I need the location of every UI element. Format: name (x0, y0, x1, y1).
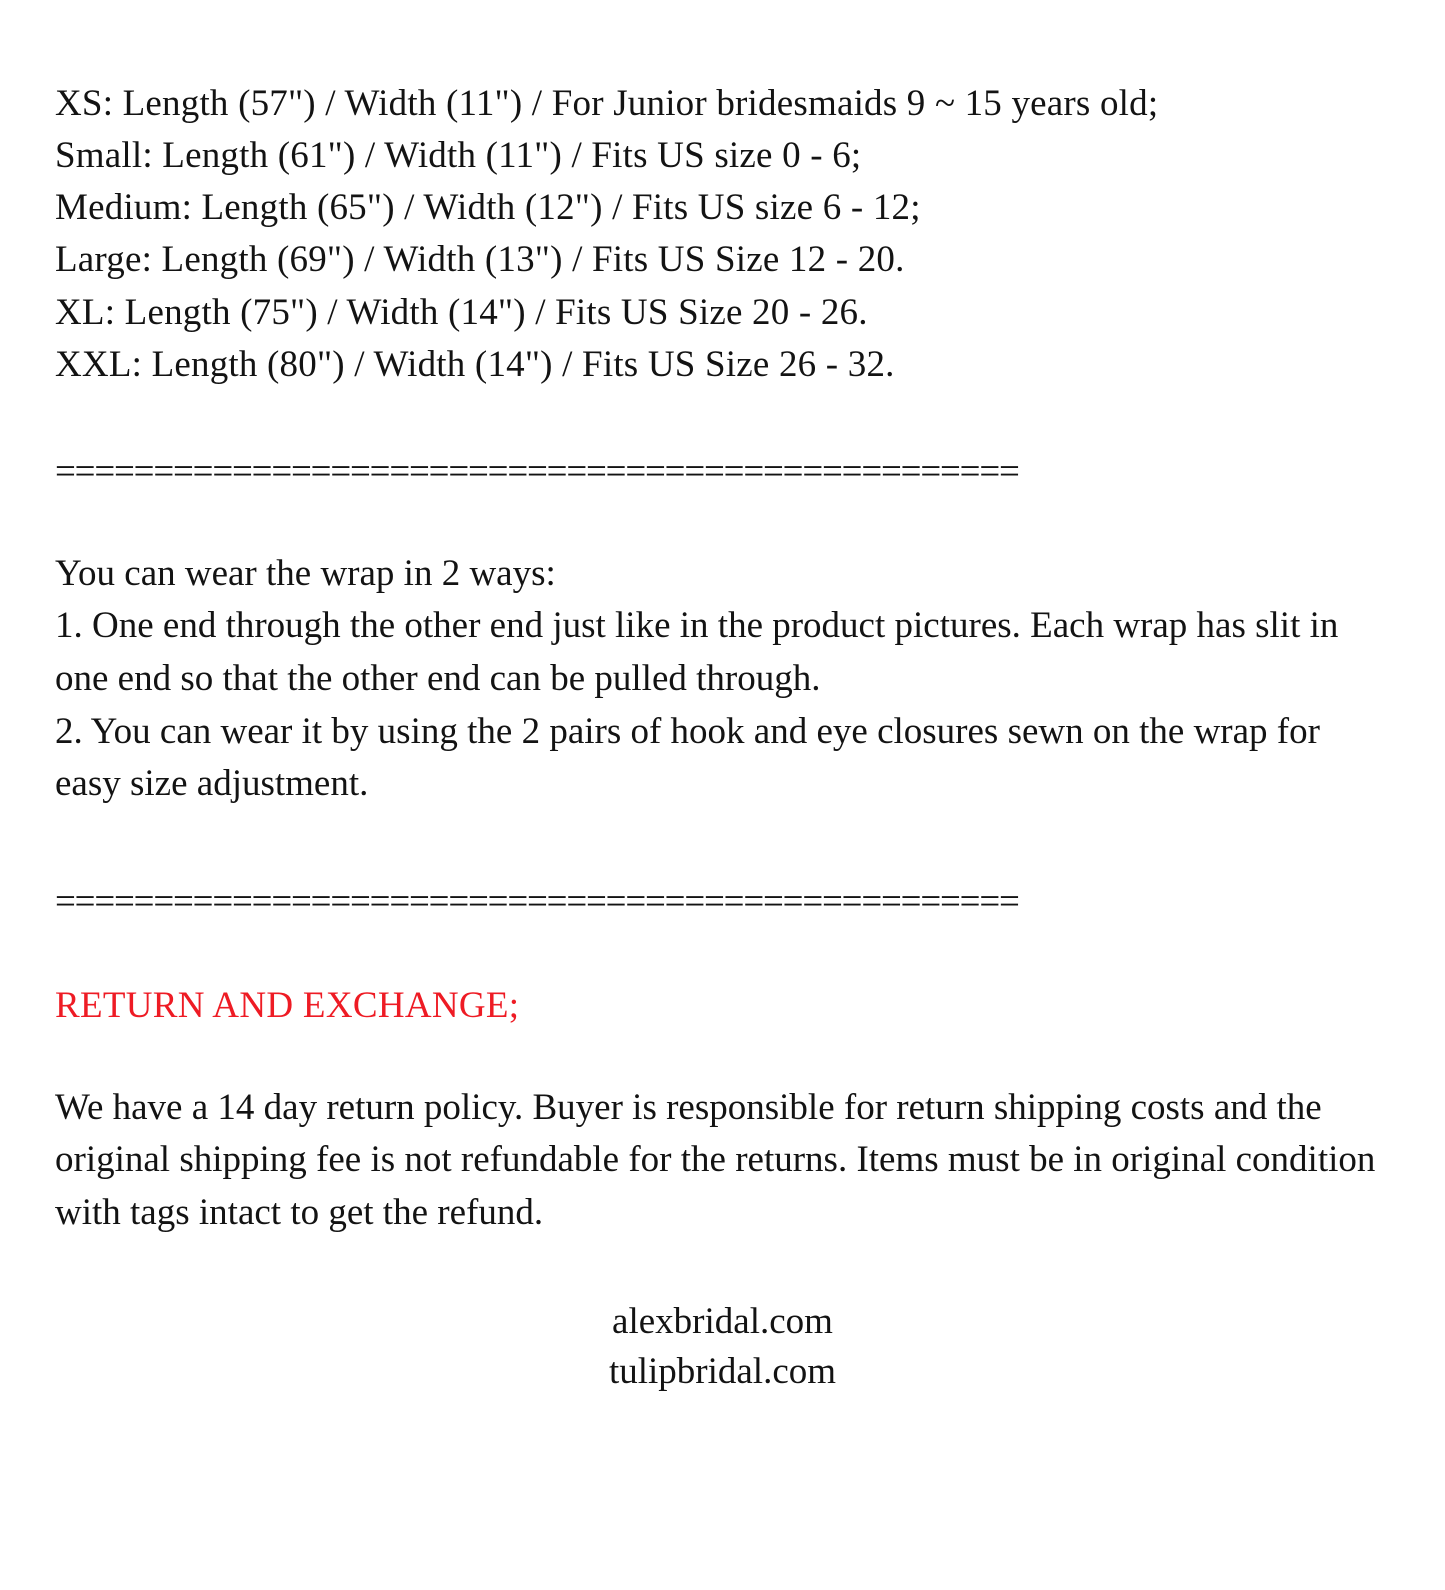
size-line-large: Large: Length (69") / Width (13") / Fits US Size 12 - 20. (55, 239, 905, 281)
footer-sites (55, 1297, 1390, 1397)
spacer-1 (55, 391, 1390, 453)
return-policy-text: We have a 14 day return policy. Buyer is responsible for return shipping costs and the original shipping fee is not refundable for the returns. Items must be in original condition with tags intact to get the refund. (55, 1086, 1376, 1233)
spacer-2 (55, 490, 1390, 548)
spacer-3 (55, 811, 1390, 883)
spacer-4 (55, 920, 1390, 982)
size-line-xs: XS: Length (57") / Width (11") / For Junior bridesmaids 9 ~ 15 years old; (55, 83, 1159, 124)
spacer-6 (55, 1239, 1390, 1297)
return-and-exchange-heading: RETURN AND EXCHANGE; (55, 984, 520, 1026)
site-alexbridal[interactable]: alexbridal.com (612, 1301, 833, 1343)
site-tulipbridal[interactable]: tulipbridal.com (608, 1351, 837, 1393)
divider-rule-1: ================================================= (55, 452, 1019, 490)
size-line-medium: Medium: Length (65") / Width (12") / Fits US size 6 - 12; (55, 187, 921, 229)
spacer-5 (55, 1030, 1390, 1082)
wear-instructions (55, 548, 1385, 811)
wear-item-2: 2. You can wear it by using the 2 pairs of hook and eye closures sewn on the wrap for easy size adjustment. (55, 710, 1320, 805)
size-line-xl: XL: Length (75") / Width (14") / Fits US Size 20 - 26. (55, 291, 868, 333)
size-chart (55, 78, 1390, 391)
size-line-small: Small: Length (61") / Width (11") / Fits US size 0 - 6; (55, 135, 862, 177)
divider-rule-2: ================================================= (55, 882, 1019, 920)
wear-intro: You can wear the wrap in 2 ways: (55, 552, 556, 594)
size-line-xxl: XXL: Length (80") / Width (14") / Fits US Size 26 - 32. (55, 343, 895, 385)
wear-item-1: 1. One end through the other end just like in the product pictures. Each wrap has slit in one end so that the other end can be pulled through. (55, 605, 1339, 699)
